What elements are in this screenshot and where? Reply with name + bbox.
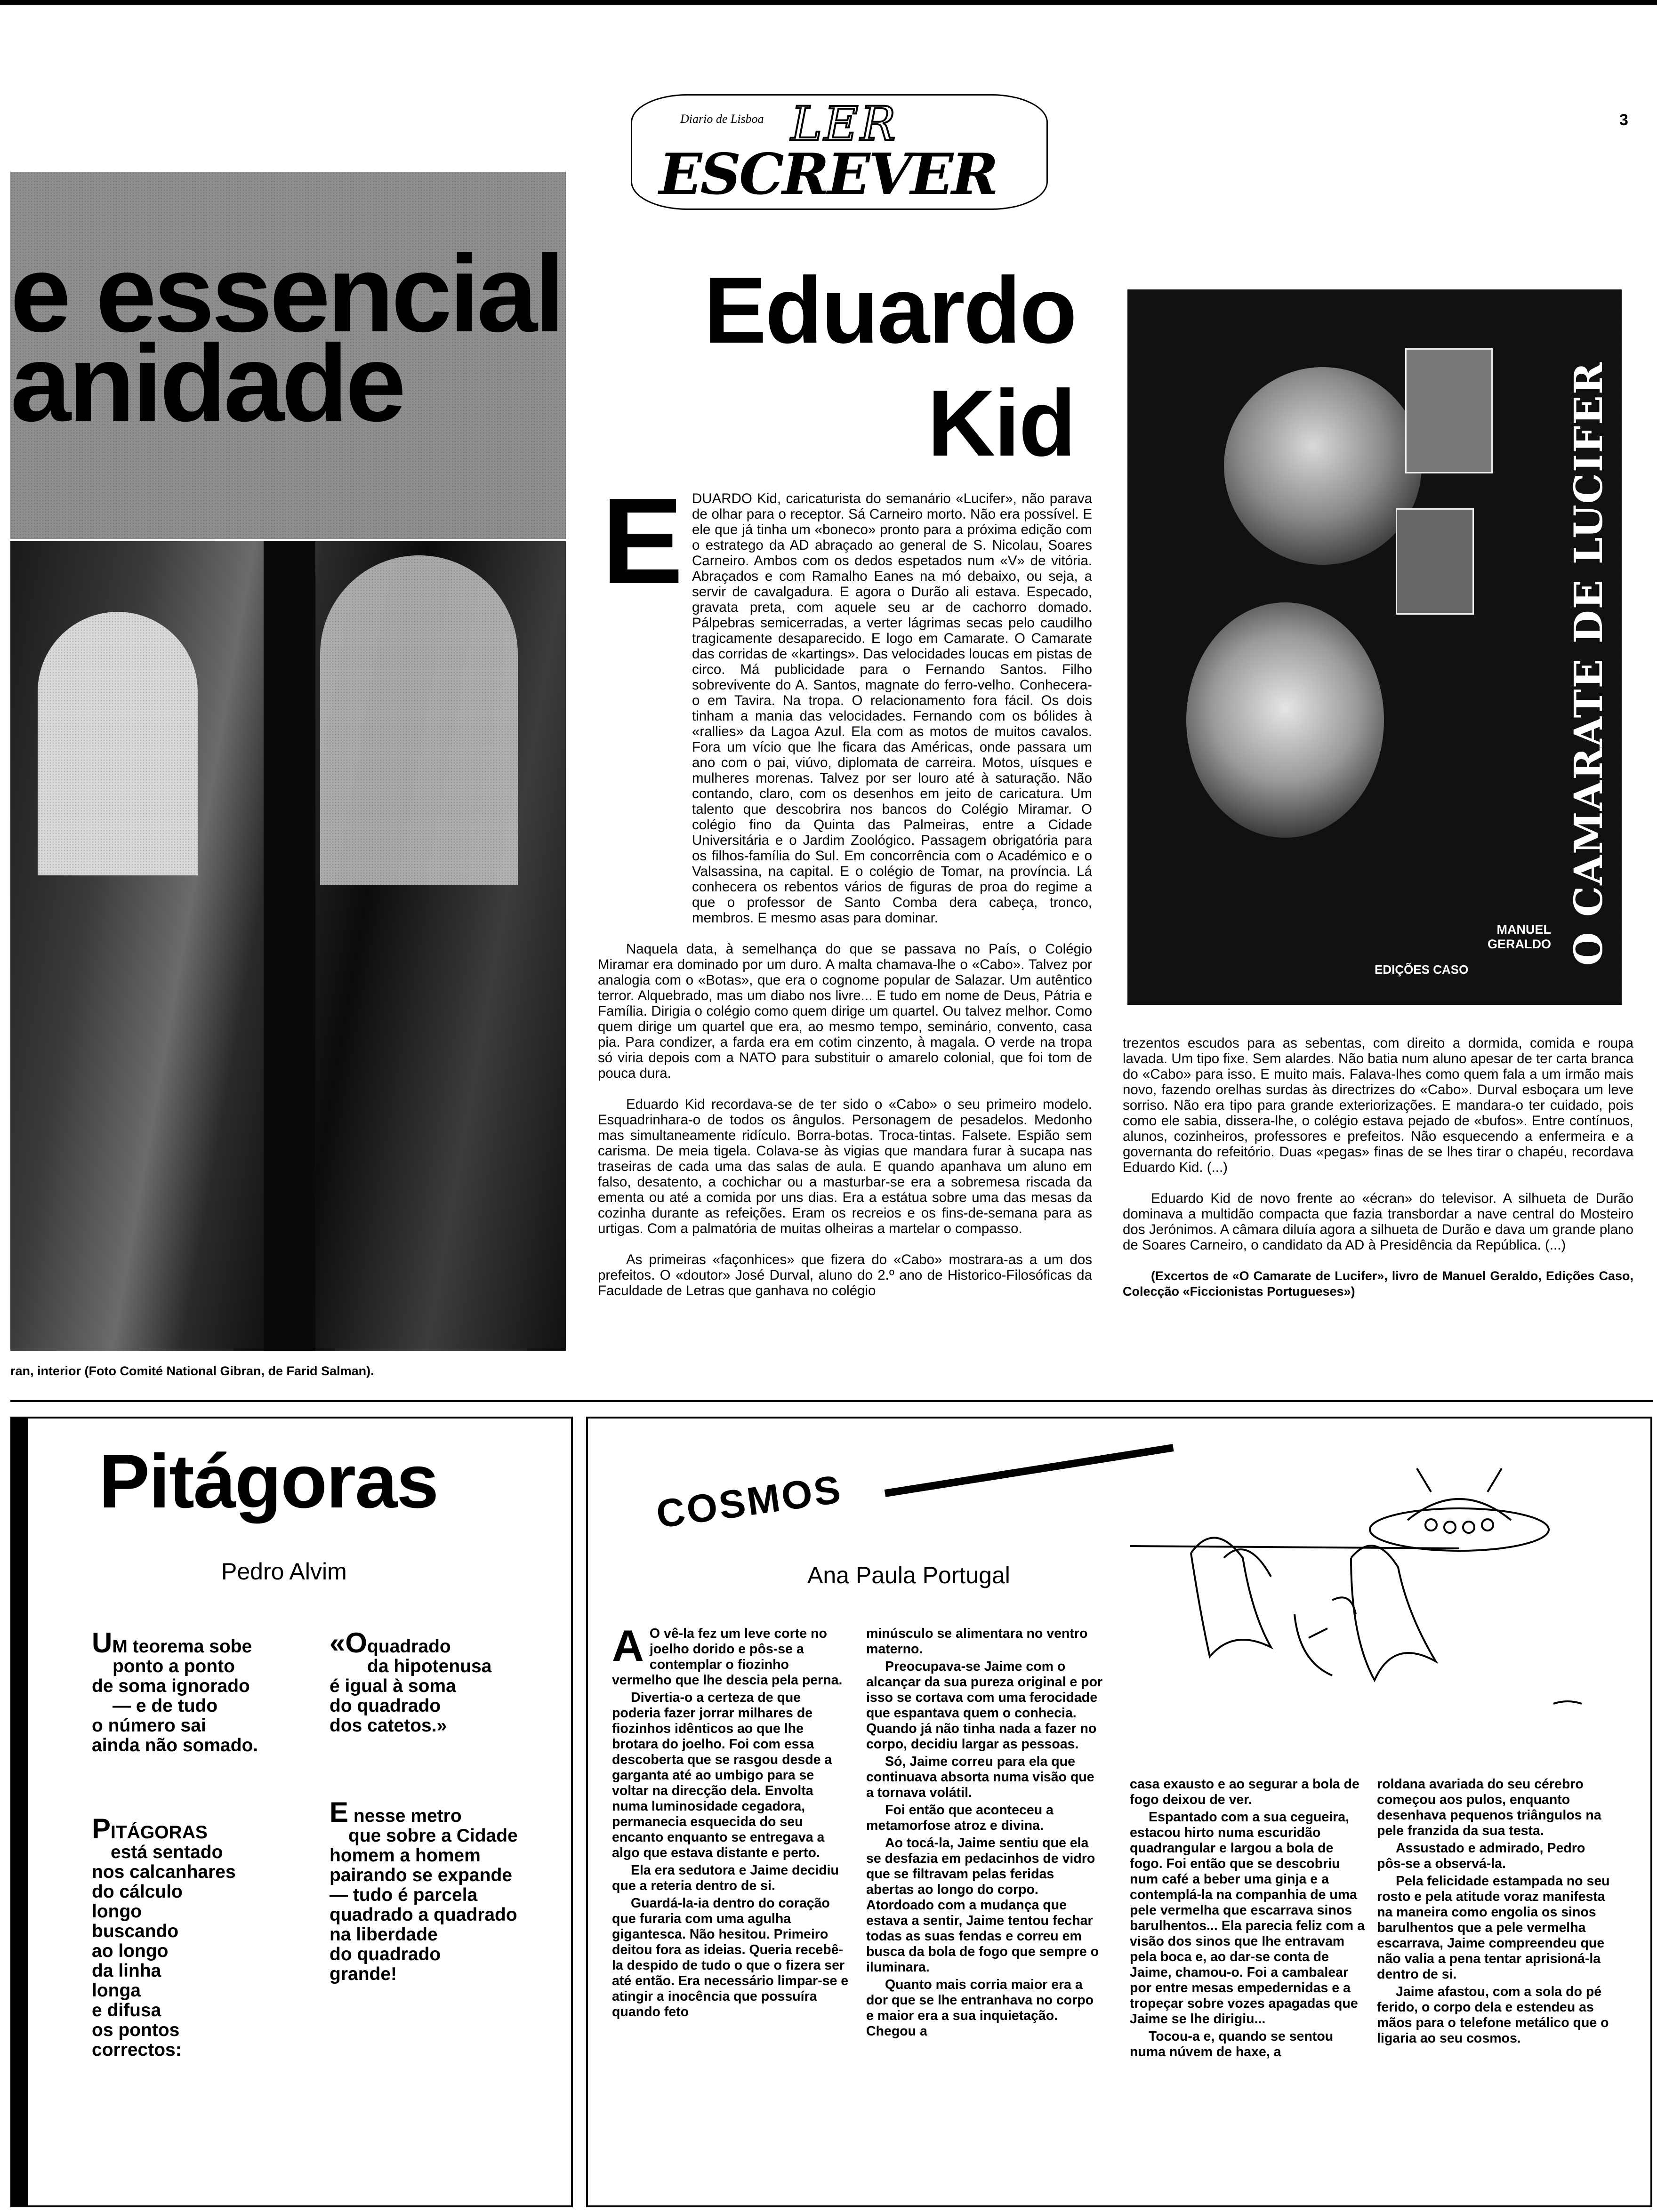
cosmos-paragraph: Jaime afastou, com a sola do pé ferido, o corpo dela e estendeu as mãos para o telefone metálico que o ligaria ao seu cosmos. xyxy=(1377,1984,1609,2046)
masthead-paper-name: Diario de Lisboa xyxy=(680,112,764,126)
cosmos-column-2 xyxy=(866,1626,1104,2041)
pitagoras-author: Pedro Alvim xyxy=(221,1558,347,1585)
photo-headline-fragment: e essencial anidade xyxy=(10,233,563,444)
top-rule xyxy=(0,0,1657,5)
poem-stanza-4: E nesse metro que sobre a Cidade homem a homem pairando se expande — tudo é parcela quadrado a quadrado na liberdade do quadrado grande! xyxy=(330,1796,518,1984)
article-paragraph: DUARDO Kid, caricaturista do semanário «Lucifer», não parava de olhar para o receptor. Sá Carneiro morto. Não era possível. E ele que já tinha um «boneco» pronto para a próxima edição com o estratego da AD abraçado ao general de S. Nicolau, Soares Carneiro. Ambos com os dedos espetados num «V» de vitória. Abraçados e com Ramalho Eanes na mó debaixo, ou seja, a servir de cavalgadura. E agora o Durão ali estava. Especado, gravata preta, com aquele seu ar de cachorro domado. Pálpebras semicerradas, a verter lágrimas secas pelo caudilho tragicamente desaparecido. E logo em Camarate. O Camarate das corridas de «kartings». Das velocidades loucas em pistas de circo. Má publicidade para o Fernando Santos. Filho sobrevivente do A. Santos, magnate do ferro-velho. Conhecera-o em Tavira. Na tropa. O relacionamento fora fácil. Os dois tinham a mania das velocidades. Fernando com os bólides à «rallies» da Lagoa Azul. Ela com as motos de muitos cavalos. Fora um vício que lhe ficara das Américas, onde passara um ano com o pai, viúvo, diplomata de carreira. Motos, uísques e mulheres morenas. Talvez por ser louro até à saturação. Não contando, claro, com os desenhos em jeito de caricatura. Um talento que descobrira nos bancos do Colégio Miramar. O colégio fino da Quinta das Palmeiras, entre a Cidade Universitária e o Jardim Zoológico. Passagem obrigatória para os filhos-família do Sul. Em concorrência com o Académico e o Valsassina, na capital. E o colégio de Tomar, na província. Lá conhecera os rebentos vários de figuras de proa do regime a que o professor de Santo Comba dera cabeça, tronco, membros. E mesmo asas para dominar. xyxy=(692,491,1092,926)
pitagoras-side-bar xyxy=(10,1417,28,2207)
cosmos-dropcap: A xyxy=(612,1621,644,1670)
ufo-illustration xyxy=(1130,1459,1638,1751)
page-number: 3 xyxy=(1619,111,1628,129)
cosmos-paragraph: Ela era sedutora e Jaime decidiu que a reteria dentro de si. xyxy=(612,1863,839,1893)
article-paragraph: As primeiras «façonhices» que fizera do «Cabo» mostrara-as a um dos prefeitos. O «doutor» José Durval, aluno do 2.º ano de Historico-Filosóficas da Faculdade de Letras que ganhava no colégio xyxy=(598,1252,1092,1298)
cosmos-paragraph: Assustado e admirado, Pedro pôs-se a observá-la. xyxy=(1377,1841,1585,1871)
cosmos-paragraph: casa exausto e ao segurar a bola de fogo deixou de ver. xyxy=(1130,1777,1359,1807)
article-paragraph: Eduardo Kid recordava-se de ter sido o «Cabo» o seu primeiro modelo. Esquadrinhara-o de todos os ângulos. Personagem de pesadelos. Medonho mas simultaneamente ridículo. Borra-botas. Troca-tintas. Falsete. Espião sem carisma. De meia tigela. Colava-se às vigias que mandara furar à sucapa nas traseiras de cada uma das salas de aula. E quando apanhava um aluno em falso, desatento, a cochichar ou a masturbar-se era a sobremesa riscada da ementa ou até a comida por uns dias. Era a estátua sobre uma das mesas da cozinha durante as refeições. Eram os recreios e os fins-de-semana para as urtigas. Com a palmatória de muitas olheiras a martelar o compasso. xyxy=(598,1097,1092,1236)
cosmos-paragraph: A O vê-la fez um leve corte no joelho dorido e pôs-se a contemplar o fiozinho vermelho que lhe descia pela perna. xyxy=(612,1621,843,1688)
photo-arch-window-right xyxy=(320,555,518,885)
cosmos-column-4 xyxy=(1377,1777,1612,2048)
article-credit: (Excertos de «O Camarate de Lucifer», livro de Manuel Geraldo, Edições Caso, Colecção «Ficcionistas Portugueses») xyxy=(1123,1269,1633,1298)
cosmos-paragraph: Foi então que aconteceu a metamorfose atroz e divina. xyxy=(866,1803,1054,1833)
book-cover-publisher: EDIÇÕES CASO xyxy=(1375,962,1469,977)
cosmos-paragraph: Preocupava-se Jaime com o alcançar da sua pureza original e por isso se cortava com uma ferocidade que espantava quem o conhecia. Quando já não tinha nada a fazer no corpo, decidiu largar as pessoas. xyxy=(866,1659,1103,1752)
book-cover-author: MANUEL GERALDO xyxy=(1488,922,1551,951)
cosmos-column-1 xyxy=(612,1621,852,2022)
masthead-ler: LER xyxy=(791,96,898,152)
article-paragraph: Eduardo Kid de novo frente ao «écran» do televisor. A silhueta de Durão dominava a multidão compacta que fazia transbordar a nave central do Mosteiro dos Jerónimos. A câmara diluía agora a silhueta de Durão e dava um grande plano de Soares Carneiro, o candidato da AD à Presidência da República. (...) xyxy=(1123,1191,1633,1253)
article-paragraph: Naquela data, à semelhança do que se passava no País, o Colégio Miramar era dominado por um duro. A malta chamava-lhe o «Cabo». Talvez por analogia com o «Botas», que era o cognome popular de Salazar. Um autêntico terror. Alquebrado, mas um diabo nos livre... E tudo em nome de Deus, Pátria e Família. Dirigia o colégio como quem dirige um quartel. Ou talvez melhor. Como quem dirige um quartel que era, ao mesmo tempo, seminário, convento, casa pia. Para condizer, a farda era em cotim cinzento, à magala. O verde na tropa só viria depois com a NATO para substituir o amarelo colonial, que foi tom de pouca dura. xyxy=(598,941,1092,1081)
photo-pillar xyxy=(264,541,315,1351)
article-column-1 xyxy=(598,473,1092,1314)
cosmos-paragraph: Quanto mais corria maior era a dor que se lhe entranhava no corpo e maior era a sua inquietação. Chegou a xyxy=(866,1977,1094,2039)
section-divider xyxy=(10,1400,1653,1402)
article-column-2 xyxy=(1123,1035,1633,1315)
article-dropcap: E xyxy=(602,473,684,609)
cosmos-column-3 xyxy=(1130,1777,1365,2062)
article-title-line1: Eduardo xyxy=(704,258,1076,363)
poem-stanza-3: PITÁGORAS está sentado nos calcanhares do cálculo longo buscando ao longo da linha longa e difusa os pontos correctos: xyxy=(92,1813,236,2060)
cosmos-paragraph: Só, Jaime correu para ela que continuava absorta numa visão que a tornava volátil. xyxy=(866,1754,1094,1800)
photo-caption: ran, interior (Foto Comité National Gibran, de Farid Salman). xyxy=(10,1364,374,1378)
cosmos-paragraph: Ao tocá-la, Jaime sentiu que ela se desfazia em pedacinhos de vidro que se filtravam pelas feridas abertas ao longo do corpo. Atordoado com a mudança que estava a sentir, Jaime tentou fechar todas as suas fendas e correu em busca da bola de fogo que sempre o iluminara. xyxy=(866,1835,1099,1975)
cosmos-paragraph: Espantado com a sua cegueira, estacou hirto numa escuridão quadrangular e largou a bola de fogo. Foi então que se descobriu num café a beber uma ginja e a contemplá-la na companhia de uma pele vermelha que escarrava sinos barulhentos... Ela parecia feliz com a visão dos sinos que lhe entravam pela boca e, ao dar-se conta de Jaime, chamou-o. Foi a cambalear por entre mesas empedernidas e a tropeçar sobre vozes apagadas que Jaime se lhe dirigiu... xyxy=(1130,1810,1365,2027)
pitagoras-title: Pitágoras xyxy=(99,1439,438,1524)
cosmos-title: COSMOS xyxy=(653,1467,845,1537)
cosmos-author: Ana Paula Portugal xyxy=(807,1562,1010,1588)
cover-face-lower xyxy=(1186,602,1384,838)
article-paragraph: trezentos escudos para as sebentas, com direito a dormida, comida e roupa lavada. Um tipo fixe. Sem alardes. Não batia num aluno apesar de ter carta branca do «Cabo» para isso. E muito mais. Falava-lhes como quem fala a um irmão mais novo, fazendo orelhas surdas às directrizes do «Cabo». Durval esboçara um leve sorriso. Não era tipo para grande exteriorizações. E mandara-o ter cuidado, pois como ele sabia, dissera-lhe, o colégio estava pejado de «bufos». Entre contínuos, alunos, cozinheiros, professores e prefeitos. Não esquecendo a enfermeira e a governanta do refeitório. Duas «pegas» finas de se lhes tirar o chapéu, recordava Eduardo Kid. (...) xyxy=(1123,1035,1633,1175)
cosmos-paragraph: Divertia-o a certeza de que poderia fazer jorrar milhares de fiozinhos idênticos ao que lhe brotara do joelho. Foi com essa descoberta que se rasgou desde a garganta até ao umbigo para se voltar na direcção dela. Envolta numa luminosidade cegadora, permanecia esquecida do seu encanto enquanto se entregava a algo que estava distante e perto. xyxy=(612,1690,832,1860)
masthead-escrever: ESCREVER xyxy=(659,141,997,208)
cosmos-paragraph: minúsculo se alimentara no ventro materno. xyxy=(866,1626,1088,1657)
cosmos-paragraph: Guardá-la-ia dentro do coração que furaria com uma agulha gigantesca. Não hesitou. Primeiro deitou fora as ideias. Queria recebê-la despido de tudo o que o fizera ser até então. Era necessário limpar-se e atingir a inocência que possuíra quando feto xyxy=(612,1896,849,2020)
article-title-line2: Kid xyxy=(927,371,1075,476)
cosmos-paragraph: roldana avariada do seu cérebro começou aos pulos, enquanto desenhava pequenos triângulos na pele franzida da sua testa. xyxy=(1377,1777,1601,1838)
cover-portrait-photo-2 xyxy=(1396,508,1474,615)
poem-stanza-2: «Oquadrado da hipotenusa é igual à soma do quadrado dos catetos.» xyxy=(330,1627,492,1736)
cosmos-paragraph: Tocou-a e, quando se sentou numa núvem de haxe, a xyxy=(1130,2029,1334,2060)
poem-stanza-1: UM teorema sobe ponto a ponto de soma ignorado — e de tudo o número sai ainda não somado. xyxy=(92,1627,258,1755)
cover-face-upper xyxy=(1224,367,1422,565)
photo-arch-window xyxy=(38,612,198,875)
cosmos-paragraph: Pela felicidade estampada no seu rosto e pela atitude voraz manifesta na maneira como engolia os sinos barulhentos que a pele vermelha escarrava, Jaime compreendeu que não valia a pena tentar aprisioná-la dentro de si. xyxy=(1377,1874,1610,1982)
cover-portrait-photo-1 xyxy=(1405,348,1493,473)
book-cover-title: O CAMARATE DE LUCIFER xyxy=(1566,361,1611,966)
